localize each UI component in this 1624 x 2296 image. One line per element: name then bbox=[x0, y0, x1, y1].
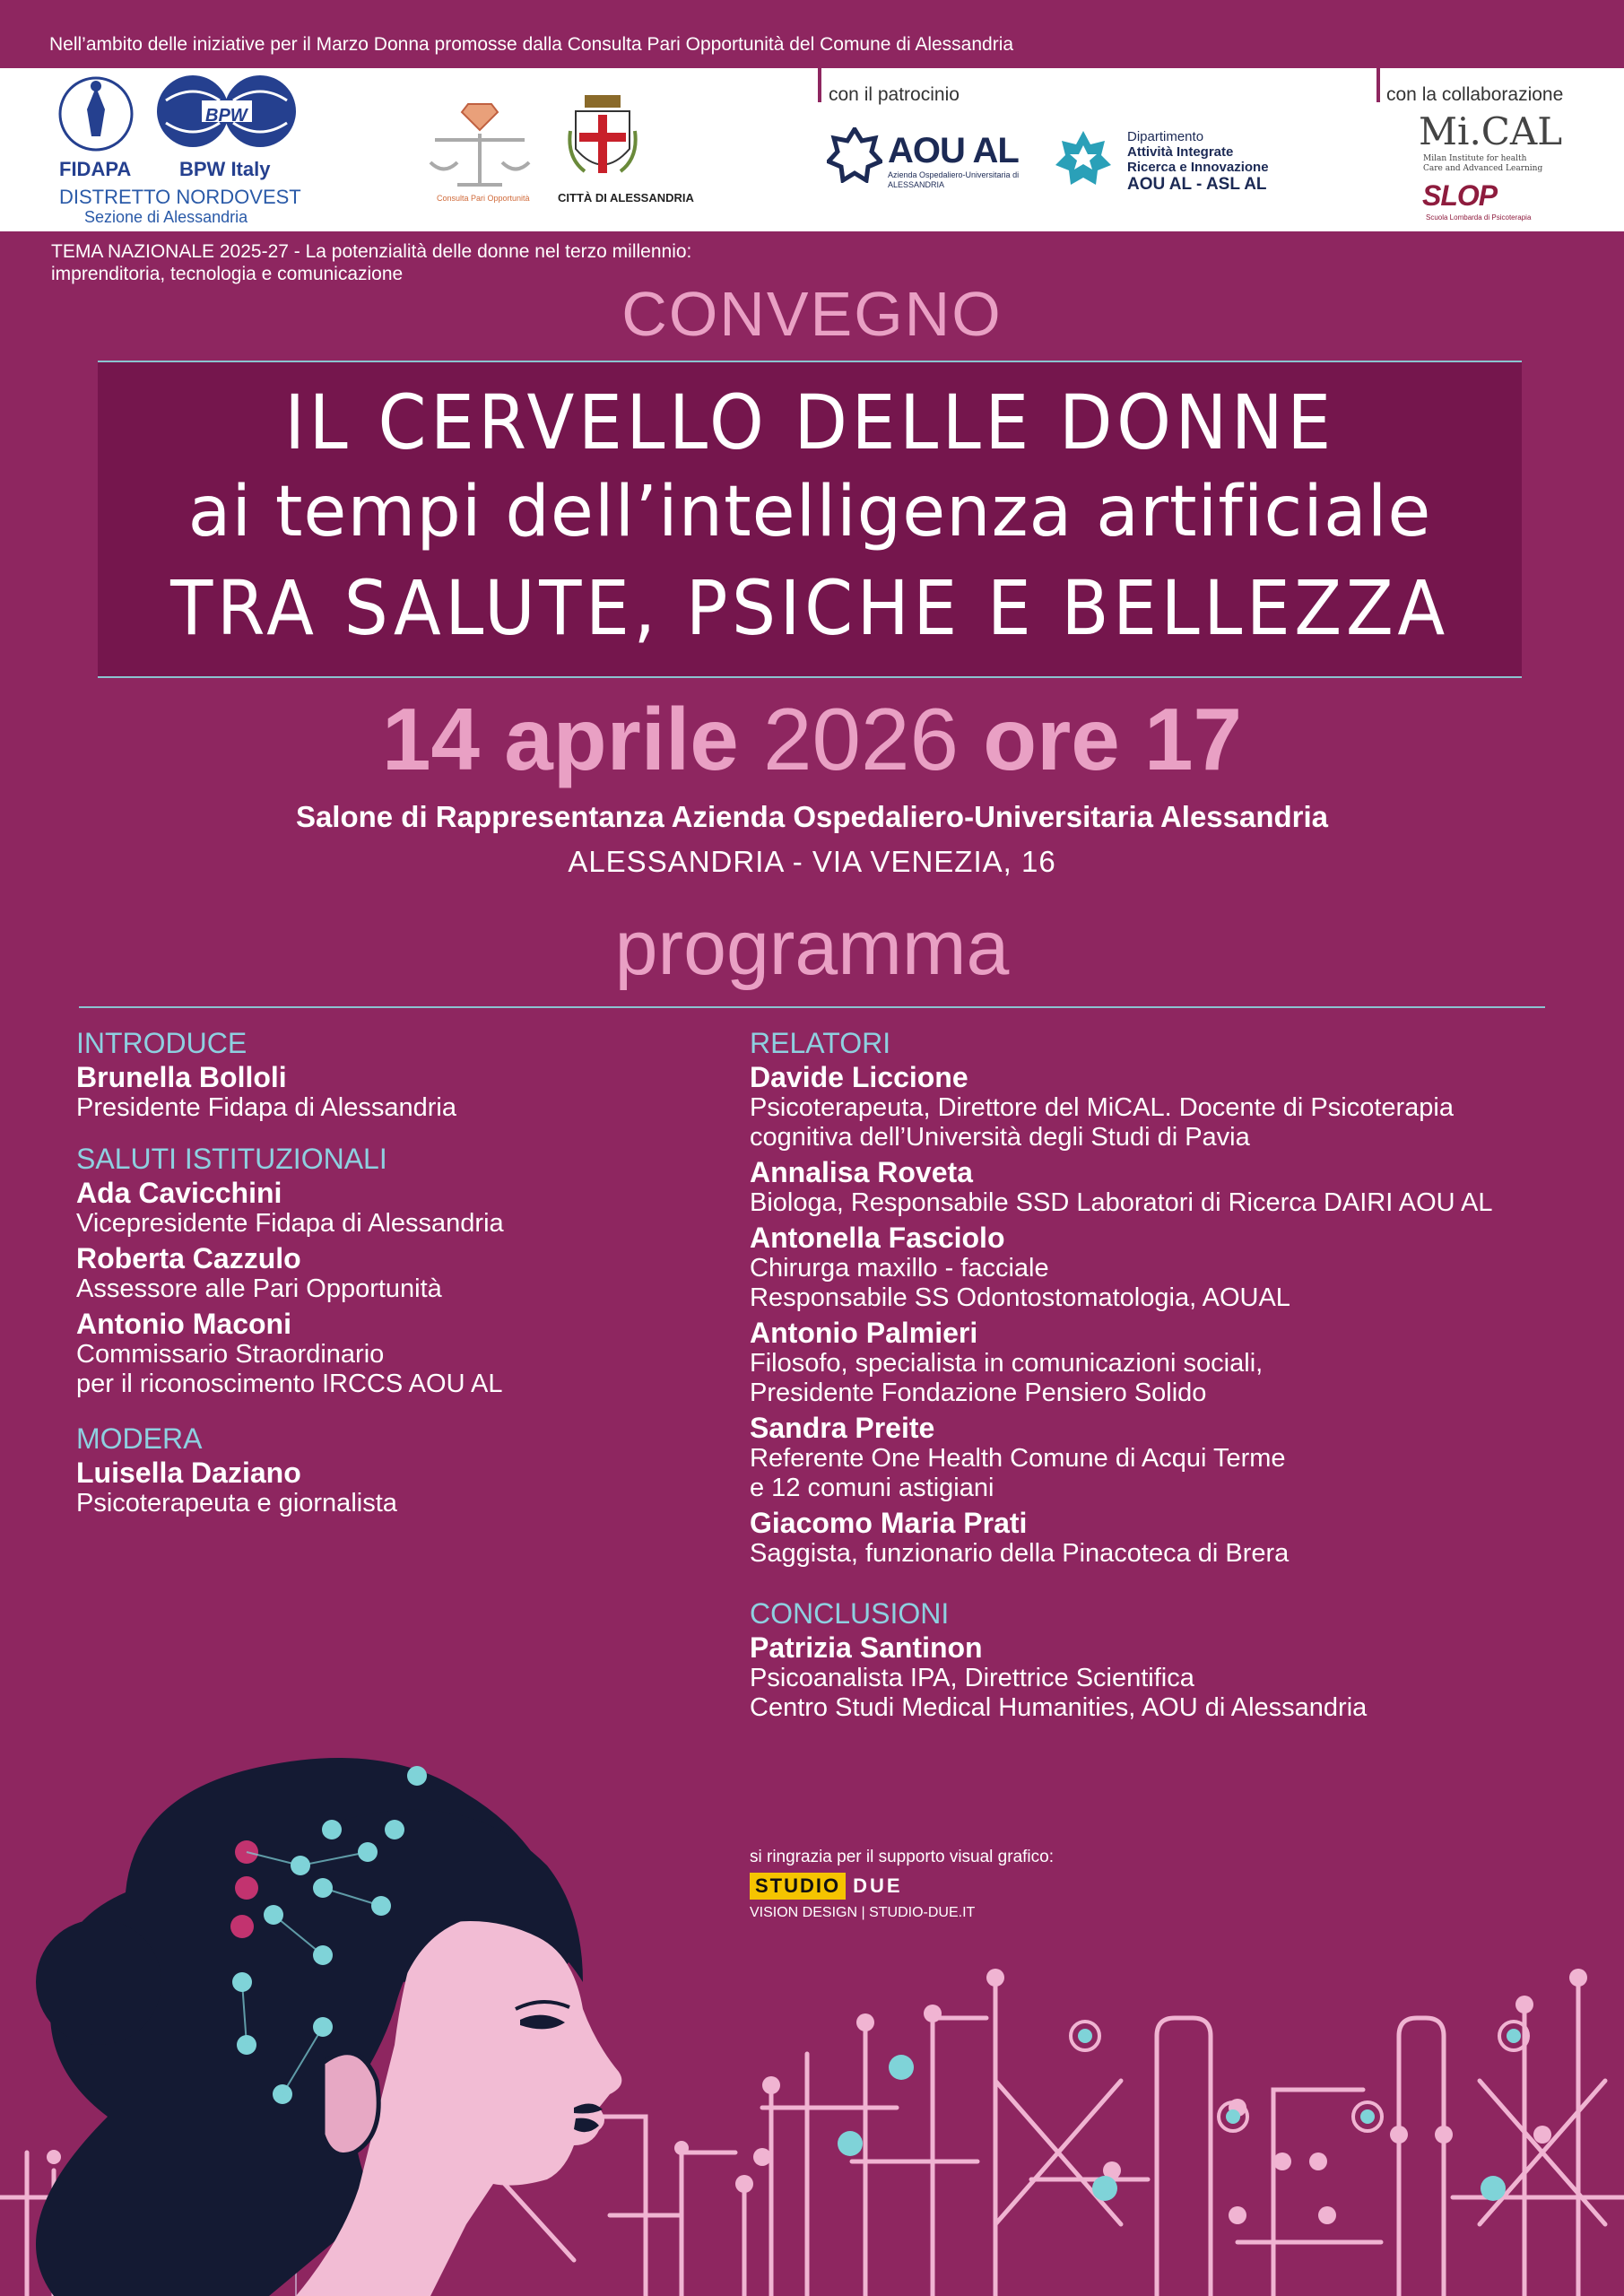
studio-label: STUDIO bbox=[750, 1873, 846, 1900]
speaker-name: Giacomo Maria Prati bbox=[750, 1507, 1028, 1539]
introduce-label: INTRODUCE bbox=[76, 1027, 248, 1059]
speaker-entry bbox=[750, 1507, 1611, 1569]
saluti-name: Ada Cavicchini bbox=[76, 1177, 282, 1209]
speaker-role: Filosofo, specialista in comunicazioni sociali, bbox=[750, 1349, 1264, 1378]
title-box bbox=[98, 361, 1522, 678]
title-line-2: ai tempi dell’intelligenza artificiale bbox=[187, 472, 1432, 552]
saluti-role: per il riconoscimento IRCCS AOU AL bbox=[76, 1370, 503, 1398]
studio-due-logo bbox=[750, 1873, 1054, 1900]
conclusioni-role: Centro Studi Medical Humanities, AOU di Alessandria bbox=[750, 1693, 1368, 1722]
modera-role: Psicoterapeuta e giornalista bbox=[76, 1489, 397, 1518]
speaker-entry bbox=[750, 1156, 1611, 1218]
patrocinio-label: con il patrocinio bbox=[829, 84, 960, 105]
speaker-name: Davide Liccione bbox=[750, 1061, 968, 1093]
speaker-name: Antonella Fasciolo bbox=[750, 1222, 1005, 1254]
event-venue: Salone di Rappresentanza Azienda Ospedaliero-Universitaria Alessandria bbox=[295, 800, 1329, 833]
program-right-column bbox=[750, 1025, 1611, 1723]
saluti-entry bbox=[76, 1242, 722, 1304]
mical-sub1: Milan Institute for health bbox=[1423, 154, 1527, 163]
speaker-name: Sandra Preite bbox=[750, 1412, 935, 1444]
dept-line2: Attività Integrate bbox=[1127, 144, 1234, 160]
speaker-name: Annalisa Roveta bbox=[750, 1156, 973, 1188]
credits-sub: VISION DESIGN | STUDIO-DUE.IT bbox=[750, 1905, 976, 1920]
theme-line-1: TEMA NAZIONALE 2025-27 - La potenzialità delle donne nel terzo millennio: bbox=[51, 241, 692, 262]
divider-patrocinio bbox=[818, 68, 821, 102]
conclusioni-label: CONCLUSIONI bbox=[750, 1597, 950, 1630]
speaker-role: Presidente Fondazione Pensiero Solido bbox=[750, 1378, 1207, 1407]
event-time: ore 17 bbox=[983, 690, 1242, 788]
aoual-star-icon bbox=[827, 127, 882, 183]
speaker-entry bbox=[750, 1222, 1611, 1313]
conclusioni-name: Patrizia Santinon bbox=[750, 1631, 983, 1664]
city-crest-icon bbox=[567, 95, 638, 185]
program-divider bbox=[79, 1006, 1545, 1008]
mical-sub2: Care and Advanced Learning bbox=[1423, 164, 1543, 173]
fidapa-logo bbox=[56, 74, 136, 156]
speaker-role: Referente One Health Comune di Acqui Terme bbox=[750, 1444, 1286, 1473]
speaker-role: cognitiva dell’Università degli Studi di Pavia bbox=[750, 1123, 1250, 1152]
title-line-3: TRA SALUTE, PSICHE E BELLEZZA bbox=[170, 564, 1449, 652]
dept-line1: Dipartimento bbox=[1127, 129, 1204, 144]
saluti-entry bbox=[76, 1177, 722, 1239]
saluti-name: Roberta Cazzulo bbox=[76, 1242, 301, 1274]
speaker-name: Antonio Palmieri bbox=[750, 1317, 978, 1349]
top-bar-text: Nell’ambito delle iniziative per il Marzo Donna promosse dalla Consulta Pari Opportunità del Comune di Alessandria bbox=[49, 34, 1014, 55]
district-label: DISTRETTO NORDOVEST bbox=[59, 186, 301, 208]
saluti-role: Vicepresidente Fidapa di Alessandria bbox=[76, 1209, 504, 1238]
saluti-name: Antonio Maconi bbox=[76, 1308, 291, 1340]
speaker-entry bbox=[750, 1317, 1611, 1408]
city-label: CITTÀ DI ALESSANDRIA bbox=[558, 191, 694, 204]
introduce-role: Presidente Fidapa di Alessandria bbox=[76, 1093, 456, 1122]
speaker-entry bbox=[750, 1061, 1611, 1152]
modera-name: Luisella Daziano bbox=[76, 1457, 301, 1489]
speaker-role: Responsabile SS Odontostomatologia, AOUAL bbox=[750, 1283, 1290, 1312]
bpw-badge: BPW bbox=[205, 106, 248, 126]
event-year: 2026 bbox=[762, 690, 959, 788]
speaker-role: Chirurga maxillo - facciale bbox=[750, 1254, 1049, 1283]
speaker-role: Psicoterapeuta, Direttore del MiCAL. Docente di Psicoterapia bbox=[750, 1093, 1454, 1122]
event-date-time bbox=[0, 689, 1624, 790]
program-heading: programma bbox=[614, 905, 1010, 991]
dept-line4: AOU AL - ASL AL bbox=[1127, 175, 1267, 194]
scales-diamond-icon bbox=[421, 100, 538, 189]
program-left-column bbox=[76, 1025, 722, 1518]
saluti-role: Assessore alle Pari Opportunità bbox=[76, 1274, 442, 1303]
conclusioni-role: Psicoanalista IPA, Direttrice Scientifica bbox=[750, 1664, 1194, 1692]
dept-star-icon bbox=[1054, 129, 1113, 188]
saluti-entry bbox=[76, 1308, 722, 1399]
aoual-sub: Azienda Ospedaliero-Universitaria di ALESSANDRIA bbox=[888, 170, 1020, 189]
collab-label: con la collaborazione bbox=[1386, 84, 1564, 105]
credits-thanks: si ringrazia per il supporto visual grafico: bbox=[750, 1848, 1054, 1866]
event-address: ALESSANDRIA - VIA VENEZIA, 16 bbox=[568, 845, 1056, 878]
saluti-label: SALUTI ISTITUZIONALI bbox=[76, 1143, 387, 1175]
mical-logo: Mi.CAL bbox=[1419, 109, 1563, 153]
dept-line3: Ricerca e Innovazione bbox=[1127, 160, 1269, 175]
section-label: Sezione di Alessandria bbox=[84, 208, 248, 226]
slop-logo: SLOP bbox=[1422, 179, 1498, 212]
speaker-role: Saggista, funzionario della Pinacoteca di Brera bbox=[750, 1539, 1290, 1568]
woman-profile-illustration bbox=[0, 1686, 682, 2296]
introduce-name: Brunella Bolloli bbox=[76, 1061, 287, 1093]
aoual-logo-text: AOU AL bbox=[888, 131, 1019, 170]
speaker-entry bbox=[750, 1412, 1611, 1503]
top-bar bbox=[0, 0, 1624, 68]
bpw-label: BPW Italy bbox=[179, 158, 271, 180]
saluti-role: Commissario Straordinario bbox=[76, 1340, 385, 1369]
speaker-role: Biologa, Responsabile SSD Laboratori di Ricerca DAIRI AOU AL bbox=[750, 1188, 1493, 1217]
due-label: DUE bbox=[853, 1874, 903, 1897]
studio-credits bbox=[750, 1848, 1054, 1921]
event-date: 14 aprile bbox=[382, 690, 739, 788]
slop-sub: Scuola Lombarda di Psicoterapia bbox=[1426, 213, 1532, 222]
convegno-kicker: CONVEGNO bbox=[621, 279, 1003, 349]
fidapa-label: FIDAPA bbox=[59, 158, 132, 180]
logos-strip bbox=[0, 68, 1624, 231]
relatori-label: RELATORI bbox=[750, 1027, 891, 1059]
consulta-label: Consulta Pari Opportunità bbox=[437, 194, 530, 203]
modera-label: MODERA bbox=[76, 1422, 203, 1455]
title-line-1: IL CERVELLO DELLE DONNE bbox=[284, 378, 1335, 466]
divider-collab bbox=[1376, 68, 1380, 102]
speaker-role: e 12 comuni astigiani bbox=[750, 1474, 994, 1502]
theme-line-2: imprenditoria, tecnologia e comunicazione bbox=[51, 264, 404, 284]
